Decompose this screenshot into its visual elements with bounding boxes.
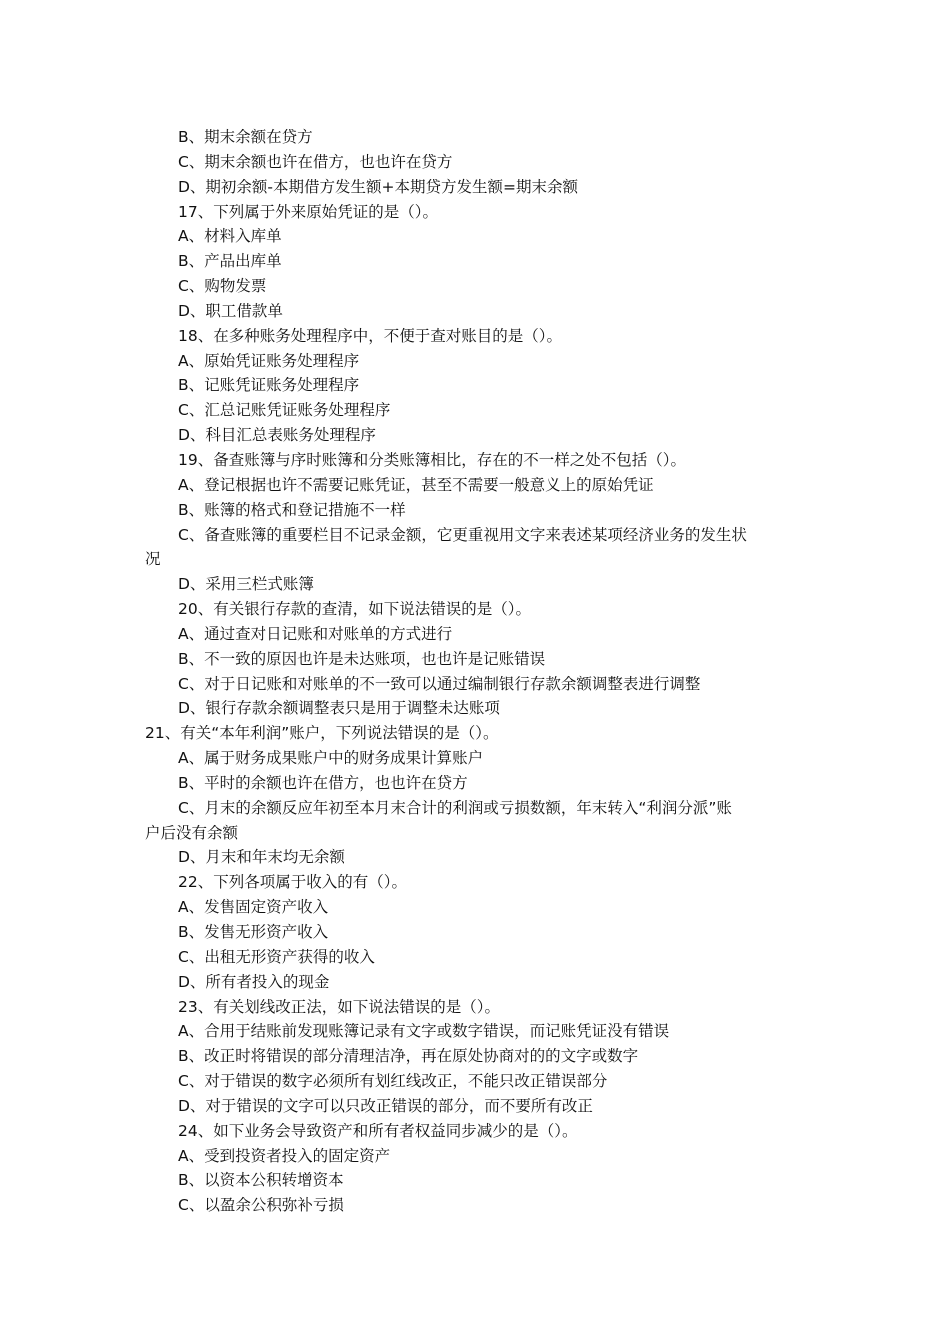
text-line: C、对于错误的数字必须所有划红线改正，不能只改正错误部分	[178, 1072, 608, 1091]
text-line: A、发售固定资产收入	[178, 898, 329, 917]
text-line: D、期初余额-本期借方发生额+本期贷方发生额=期末余额	[178, 177, 579, 196]
text-line: B、期末余额在贷方	[178, 128, 313, 146]
text-line: B、发售无形资产收入	[178, 923, 329, 941]
text-line: D、对于错误的文字可以只改正错误的部分，而不要所有改正	[178, 1096, 593, 1115]
text-line: A、属于财务成果账户中的财务成果计算账户	[178, 749, 484, 768]
text-line: C、汇总记账凭证账务处理程序	[178, 401, 391, 420]
text-line: A、通过查对日记账和对账单的方式进行	[178, 624, 453, 643]
text-line: C、出租无形资产获得的收入	[178, 947, 375, 966]
text-line: 19、备查账簿与序时账簿和分类账簿相比，存在的不一样之处不包括（）。	[178, 450, 686, 469]
text-line: A、合用于结账前发现账簿记录有文字或数字错误，而记账凭证没有错误	[178, 1022, 670, 1041]
text-line: B、改正时将错误的部分清理洁净，再在原处协商对的的文字或数字	[178, 1047, 639, 1066]
document-body	[0, 125, 950, 1218]
text-line: A、受到投资者投入的固定资产	[178, 1146, 391, 1165]
text-line: 21、有关“本年利润”账户，下列说法错误的是（）。	[145, 724, 499, 743]
text-line: 23、有关划线改正法，如下说法错误的是（）。	[178, 997, 500, 1016]
text-line: D、职工借款单	[178, 301, 283, 320]
text-line: C、月末的余额反应年初至本月末合计的利润或亏损数额，年末转入“利润分派”账	[178, 798, 732, 817]
text-line: D、采用三栏式账簿	[178, 575, 314, 594]
text-line: 24、如下业务会导致资产和所有者权益同步减少的是（）。	[178, 1121, 578, 1140]
text-line: C、对于日记账和对账单的不一致可以通过编制银行存款余额调整表进行调整	[178, 674, 701, 693]
text-line: B、不一致的原因也许是未达账项，也也许是记账错误	[178, 649, 546, 668]
text-line: C、期末余额也许在借方，也也许在贷方	[178, 152, 453, 171]
text-line: 22、下列各项属于收入的有（）。	[178, 873, 407, 892]
text-line: C、购物发票	[178, 277, 267, 296]
text-line: C、备查账簿的重要栏目不记录金额，它更重视用文字来表述某项经济业务的发生状	[178, 525, 747, 544]
text-line: 18、在多种账务处理程序中，不便于查对账目的是（）。	[178, 326, 562, 345]
text-line: D、所有者投入的现金	[178, 972, 330, 991]
text-line: A、材料入库单	[178, 227, 282, 246]
text-line: B、平时的余额也许在借方，也也许在贷方	[178, 773, 468, 792]
text-line: A、原始凭证账务处理程序	[178, 351, 360, 370]
text-line: D、月末和年末均无余额	[178, 848, 345, 867]
text-line: 况	[145, 550, 161, 569]
text-line: D、银行存款余额调整表只是用于调整未达账项	[178, 699, 500, 718]
text-line: 17、下列属于外来原始凭证的是（）。	[178, 202, 438, 221]
text-line: C、以盈余公积弥补亏损	[178, 1196, 344, 1215]
text-line: A、登记根据也许不需要记账凭证，甚至不需要一般意义上的原始凭证	[178, 475, 654, 494]
text-line: 户后没有余额	[145, 823, 239, 842]
text-line: D、科目汇总表账务处理程序	[178, 426, 376, 445]
text-line: B、账簿的格式和登记措施不一样	[178, 500, 406, 519]
text-line: 20、有关银行存款的查清，如下说法错误的是（）。	[178, 600, 531, 619]
text-line: B、以资本公积转增资本	[178, 1171, 344, 1190]
text-line: B、产品出库单	[178, 252, 282, 271]
text-line: B、记账凭证账务处理程序	[178, 376, 360, 395]
